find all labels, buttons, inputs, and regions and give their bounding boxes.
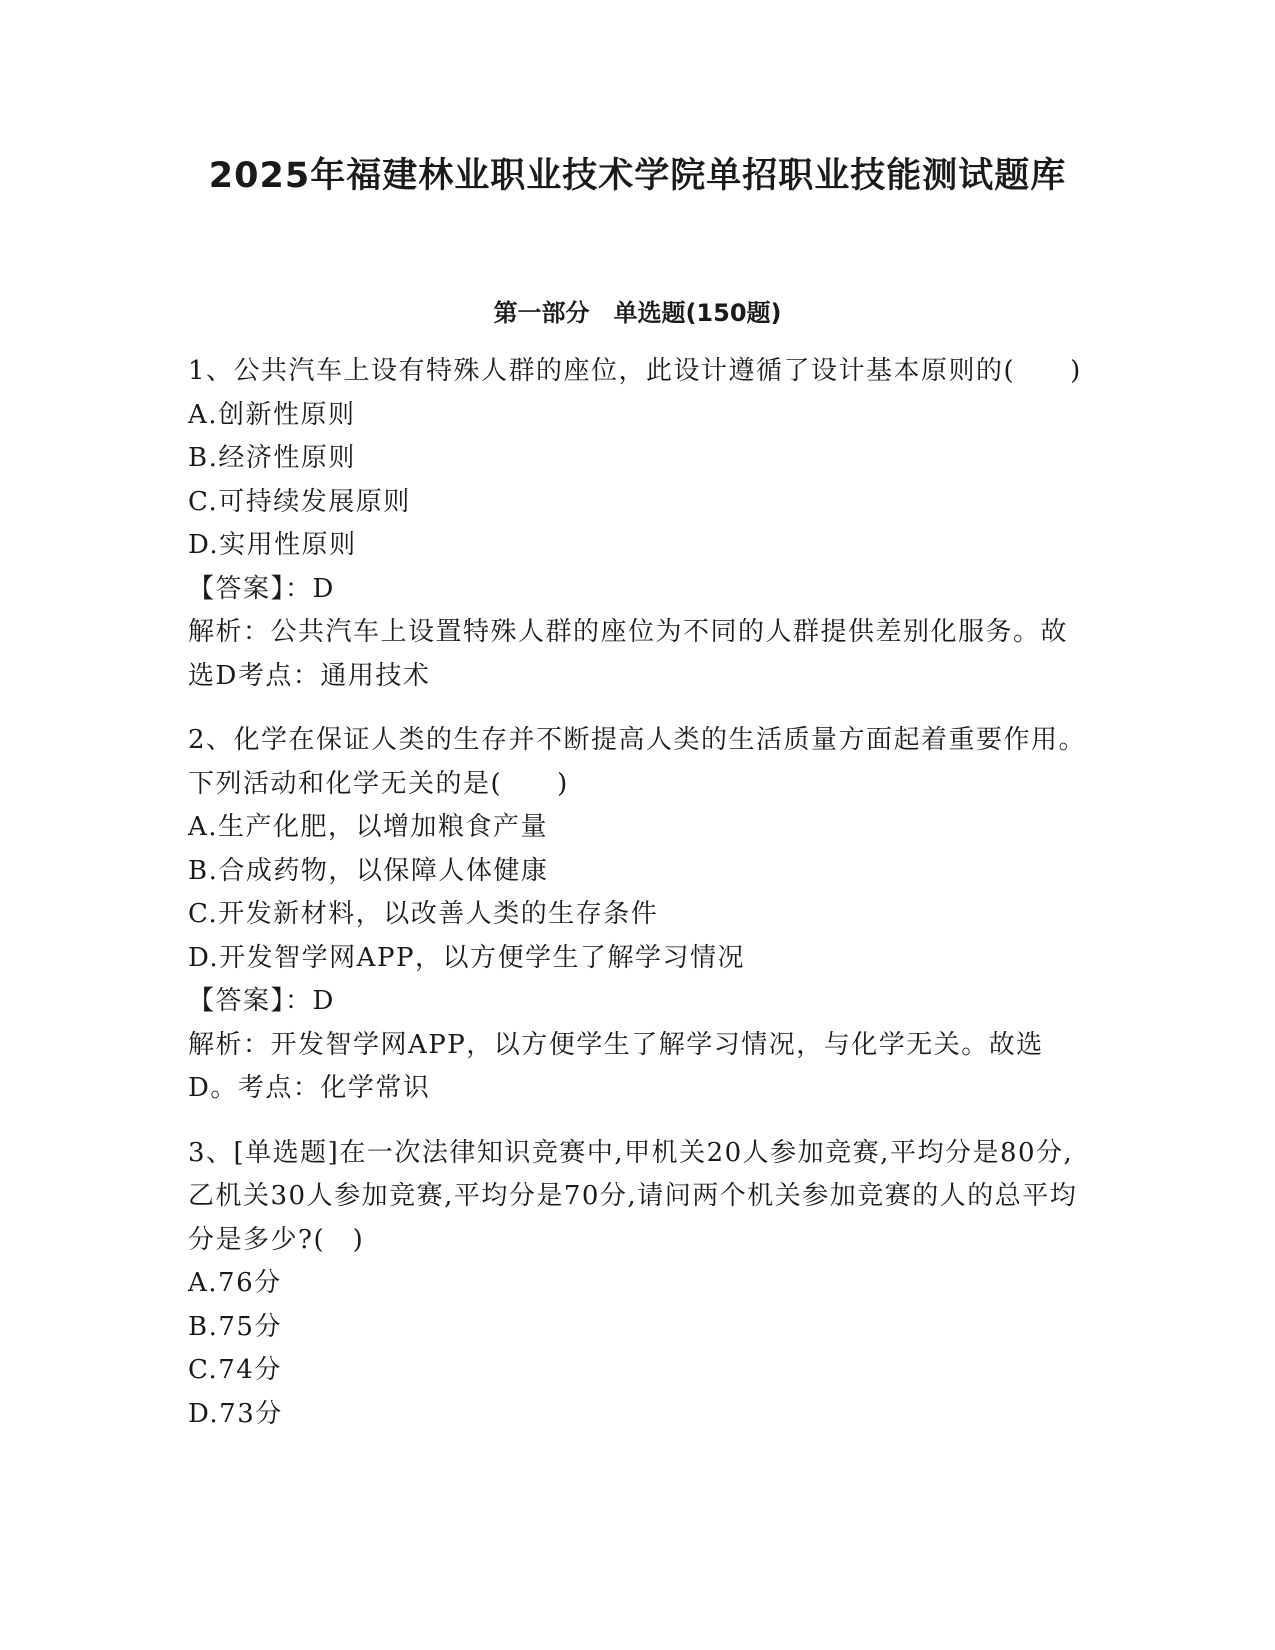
answer: 【答案】：D [188, 573, 335, 604]
option-a: A.创新性原则 [188, 399, 356, 430]
option-a: A.生产化肥，以增加粮食产量 [188, 812, 549, 842]
option-b: B.经济性原则 [188, 443, 356, 473]
question-stem: 1、公共汽车上设有特殊人群的座位，此设计遵循了设计基本原则的( ) [188, 356, 1082, 386]
option-c: C.开发新材料，以改善人类的生存条件 [188, 899, 659, 929]
option-c: C.74分 [188, 1355, 282, 1385]
question-2 [188, 719, 1088, 1111]
option-d: D.实用性原则 [188, 530, 357, 560]
question-3 [188, 1132, 1088, 1437]
explanation: 解析：开发智学网APP，以方便学生了解学习情况，与化学无关。故选D。考点：化学常识 [188, 1029, 1044, 1103]
explanation: 解析：公共汽车上设置特殊人群的座位为不同的人群提供差别化服务。故选D考点：通用技术 [188, 617, 1069, 691]
question-stem: 3、[单选题]在一次法律知识竞赛中,甲机关20人参加竞赛,平均分是80分,乙机关30人参加竞赛,平均分是70分,请问两个机关参加竞赛的人的总平均分是多少?( ) [188, 1137, 1078, 1255]
option-c: C.可持续发展原则 [188, 486, 411, 517]
question-1 [188, 350, 1088, 698]
option-b: B.75分 [188, 1311, 282, 1342]
question-list [188, 350, 1088, 1457]
section-title: 第一部分 单选题(150题) [493, 299, 782, 327]
option-d: D.开发智学网APP，以方便学生了解学习情况 [188, 942, 745, 973]
option-b: B.合成药物，以保障人体健康 [188, 855, 549, 886]
option-a: A.76分 [188, 1268, 282, 1298]
answer: 【答案】：D [188, 986, 335, 1016]
option-d: D.73分 [188, 1398, 283, 1429]
document-title: 2025年福建林业职业技术学院单招职业技能测试题库 [208, 156, 1067, 196]
question-stem: 2、化学在保证人类的生存并不断提高人类的生活质量方面起着重要作用。下列活动和化学无关的是( ) [188, 725, 1087, 799]
